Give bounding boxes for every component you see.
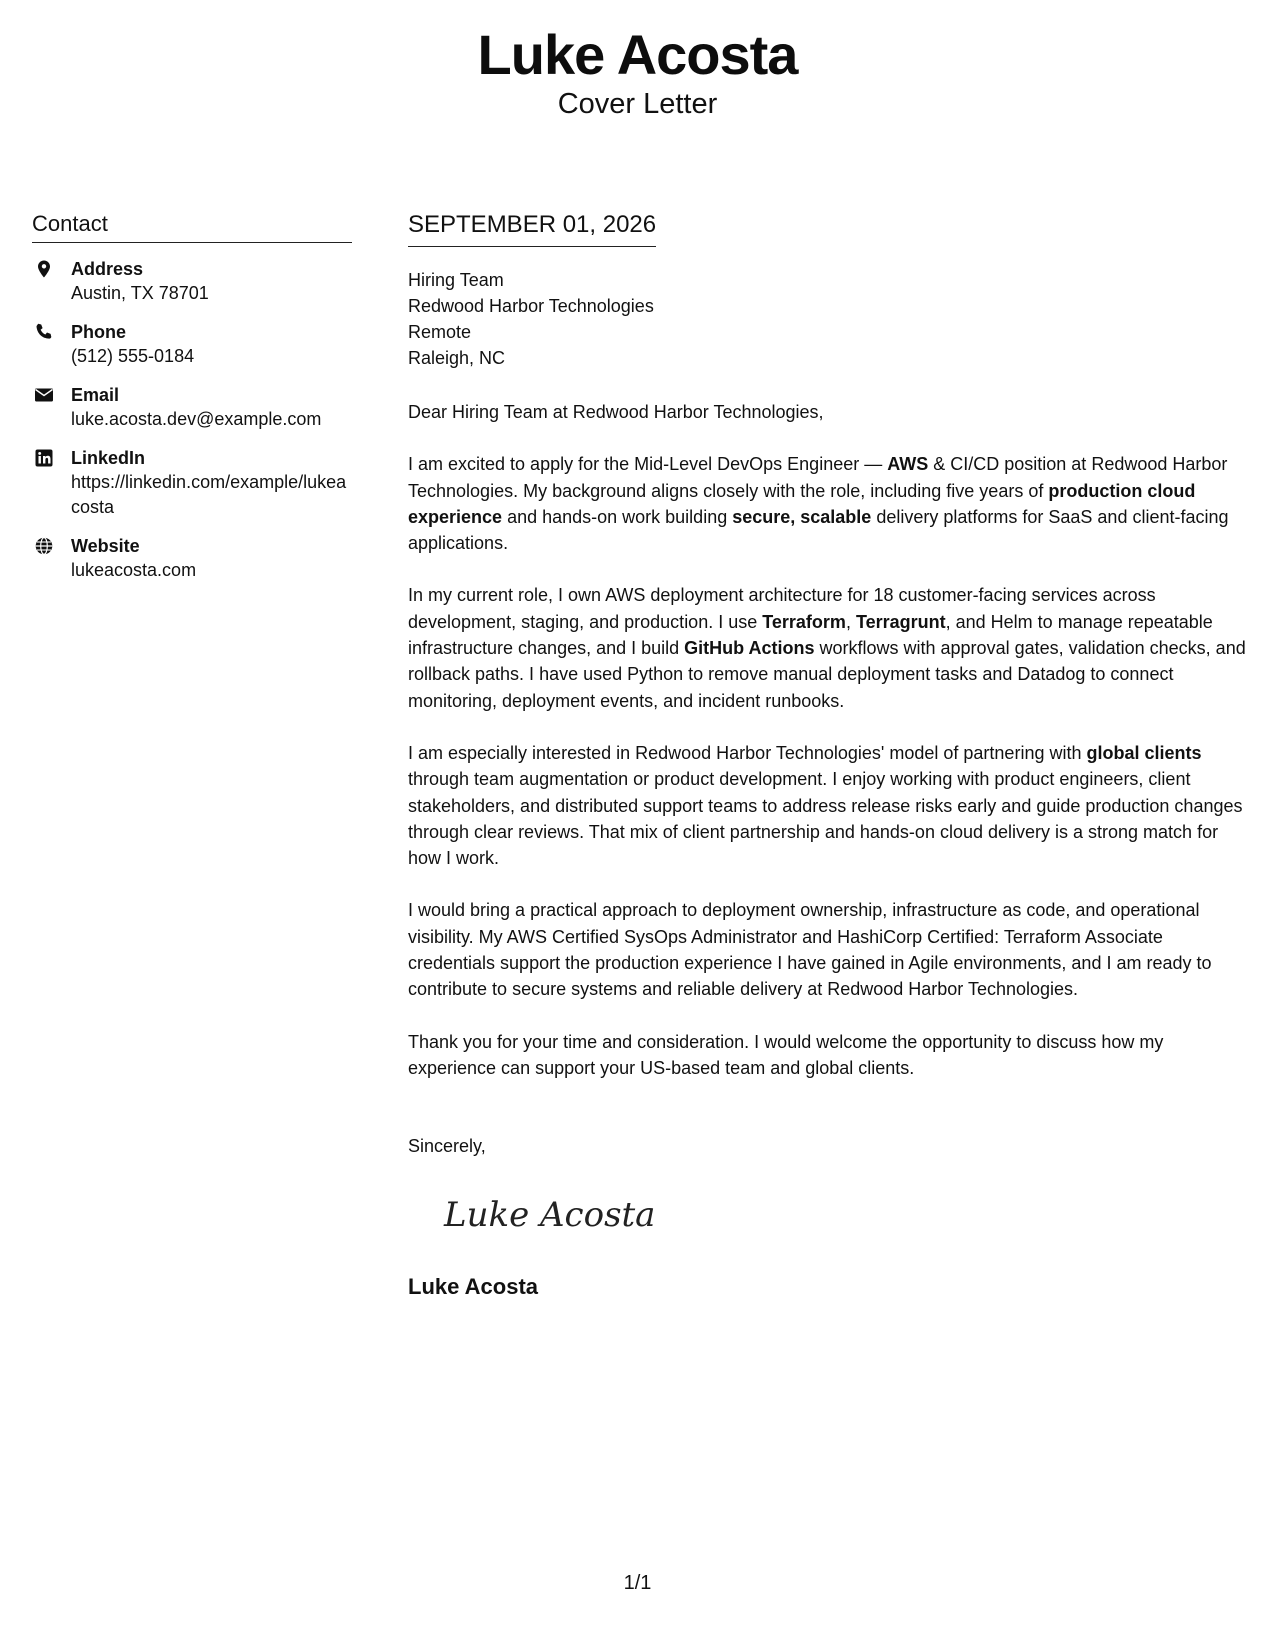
contact-website (32, 534, 352, 583)
paragraph-text: I am especially interested in Redwood Harbor Technologies' model of partnering with (408, 742, 1087, 763)
paragraph-text: , and Helm to manage repeatable infrastructure changes, and I build (408, 611, 1213, 659)
paragraph-text: workflows with approval gates, validation checks, and rollback paths. I have used Python to remove manual deployment tasks and Datadog to connect monitoring, deployment events, and incident runbooks. (408, 638, 1246, 711)
contact-value: lukeacosta.com (71, 560, 197, 580)
contact-label: Phone (71, 322, 127, 342)
letter-header (0, 22, 1275, 122)
handwritten-signature (438, 1184, 658, 1244)
signer-name: Luke Acosta (408, 1273, 539, 1299)
letter-paragraph (408, 897, 1253, 1002)
emphasized-text: Terragrunt (855, 611, 946, 632)
signature-text: Luke Acosta (444, 1194, 656, 1235)
phone-icon (34, 322, 54, 342)
contact-label: Email (71, 385, 120, 405)
document-subtitle: Cover Letter (557, 88, 718, 120)
page-number: 1/1 (623, 1572, 652, 1594)
paragraph-text: Thank you for your time and consideration. I would welcome the opportunity to discuss how my experience can support your US-based team and global clients. (408, 1031, 1164, 1078)
linkedin-icon (34, 448, 54, 468)
letter-date: SEPTEMBER 01, 2026 (408, 210, 656, 247)
paragraph-text: & CI/CD position at Redwood Harbor Technologies. My background aligns closely with the role, including five years of (408, 454, 1228, 501)
recipient-line: Redwood Harbor Technologies (408, 296, 654, 316)
contact-label: LinkedIn (71, 448, 146, 468)
paragraph-text: through team augmentation or product development. I enjoy working with product engineers, client stakeholders, and distributed support teams to address release risks early and guide production changes through clear reviews. That mix of client partnership and hands-on cloud delivery is a strong match for how I work. (408, 769, 1243, 869)
paragraph-text: delivery platforms for SaaS and client-facing applications. (408, 506, 1229, 554)
letter-paragraph (408, 582, 1253, 713)
emphasized-text: secure, scalable (732, 506, 872, 527)
paragraph-text: , (845, 611, 856, 632)
salutation: Dear Hiring Team at Redwood Harbor Technologies, (408, 402, 824, 422)
contact-value: (512) 555-0184 (71, 346, 195, 366)
contact-label: Website (71, 536, 140, 556)
letter-paragraph (408, 740, 1253, 871)
contact-label: Address (71, 259, 144, 279)
recipient-line: Remote (408, 322, 472, 342)
letter-paragraph (408, 451, 1253, 556)
emphasized-text: global clients (1086, 742, 1202, 763)
recipient-line: Raleigh, NC (408, 348, 506, 368)
emphasized-text: Terraform (762, 611, 846, 632)
emphasized-text: production cloud experience (408, 480, 1196, 527)
envelope-icon (34, 385, 54, 405)
contact-heading: Contact (32, 210, 352, 243)
contact-value: luke.acosta.dev@example.com (71, 409, 322, 429)
paragraph-text: In my current role, I own AWS deployment architecture for 18 customer-facing services across development, staging, and production. I use (408, 585, 1156, 632)
paragraph-text: I am excited to apply for the Mid-Level DevOps Engineer — (408, 454, 888, 475)
contact-email (32, 383, 352, 432)
closing: Sincerely, (408, 1136, 486, 1157)
applicant-name: Luke Acosta (477, 23, 798, 86)
map-pin-icon (34, 259, 54, 279)
paragraph-text: I would bring a practical approach to deployment ownership, infrastructure as code, and operational visibility. My AWS Certified SysOps Administrator and HashiCorp Certified: Terraform Associate credentials support the production experience I have gained in Agile environments, and I am ready to contribute to secure systems and reliable delivery at Redwood Harbor Technologies. (408, 900, 1212, 1000)
contact-value: https://linkedin.com/example/lukeacosta (71, 472, 347, 517)
contact-phone (32, 320, 352, 369)
recipient-line: Hiring Team (408, 270, 504, 290)
globe-icon (34, 536, 54, 556)
contact-address (32, 257, 352, 306)
paragraph-text: and hands-on work building (502, 506, 733, 527)
emphasized-text: GitHub Actions (684, 638, 815, 659)
letter-paragraph (408, 1029, 1253, 1082)
recipient-block (408, 267, 1253, 371)
contact-linkedin (32, 446, 352, 520)
letter-body (408, 210, 1253, 1301)
contact-value: Austin, TX 78701 (71, 283, 209, 303)
contact-sidebar (32, 210, 352, 583)
emphasized-text: AWS (887, 454, 929, 475)
